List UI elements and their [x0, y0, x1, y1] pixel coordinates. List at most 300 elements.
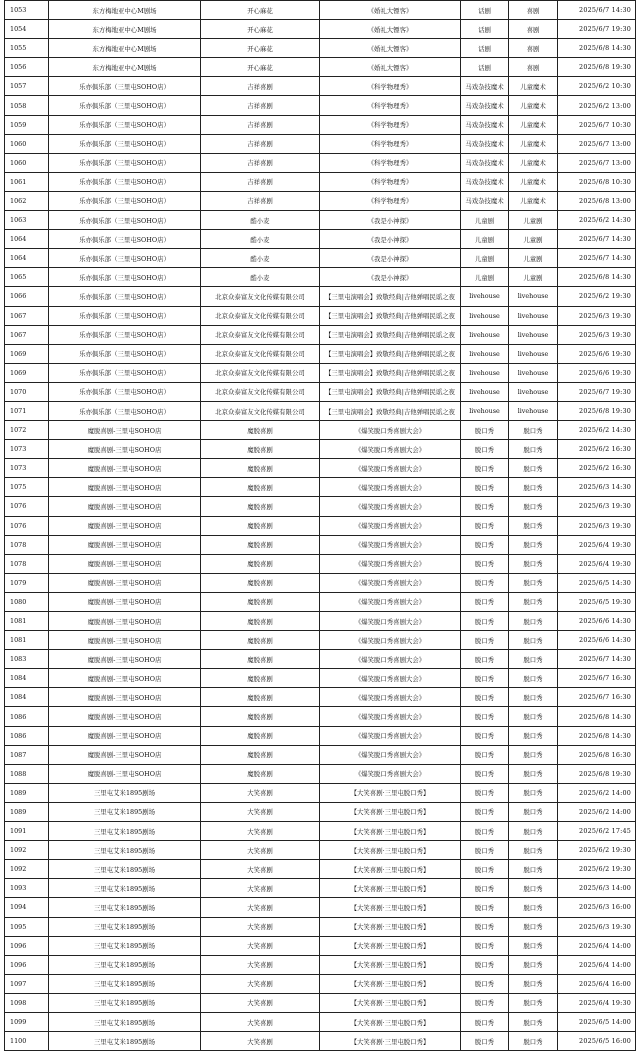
venue-cell: 魔脱喜剧-三里屯SOHO店 [49, 631, 201, 650]
row-number-cell: 1064 [5, 249, 49, 268]
venue-cell: 三里屯艾米1895剧场 [49, 1032, 201, 1051]
category-cell: 马戏杂技魔术 [461, 96, 509, 115]
category-cell: 马戏杂技魔术 [461, 153, 509, 172]
table-row [5, 344, 636, 363]
table-row [5, 669, 636, 688]
category-cell: livehouse [461, 363, 509, 382]
organizer-cell: 大笑喜剧 [201, 822, 320, 841]
showtime-cell: 2025/6/7 14:30 [558, 249, 636, 268]
row-number-cell: 1069 [5, 344, 49, 363]
organizer-cell: 大笑喜剧 [201, 1012, 320, 1031]
performance-schedule-table [4, 0, 636, 1051]
genre-cell: 儿童魔术 [509, 172, 558, 191]
category-cell: 儿童剧 [461, 211, 509, 230]
table-row [5, 841, 636, 860]
category-cell: 话剧 [461, 39, 509, 58]
showtime-cell: 2025/6/2 14:00 [558, 802, 636, 821]
table-row [5, 230, 636, 249]
venue-cell: 乐亦俱乐部（三里屯SOHO店） [49, 115, 201, 134]
category-cell: 脱口秀 [461, 535, 509, 554]
category-cell: 脱口秀 [461, 879, 509, 898]
genre-cell: 脱口秀 [509, 898, 558, 917]
show-title-cell: 【大笑喜剧·三里屯脱口秀】 [320, 917, 461, 936]
showtime-cell: 2025/6/3 14:00 [558, 879, 636, 898]
show-title-cell: 《爆笑脱口秀喜剧大会》 [320, 688, 461, 707]
genre-cell: livehouse [509, 344, 558, 363]
show-title-cell: 《爆笑脱口秀喜剧大会》 [320, 650, 461, 669]
genre-cell: 脱口秀 [509, 917, 558, 936]
table-row [5, 249, 636, 268]
category-cell: 儿童剧 [461, 230, 509, 249]
category-cell: 脱口秀 [461, 573, 509, 592]
show-title-cell: 《我是小神探》 [320, 268, 461, 287]
genre-cell: 脱口秀 [509, 631, 558, 650]
show-title-cell: 【三里屯演唱会】致敬经典|吉他弹唱民谣之夜 [320, 382, 461, 401]
genre-cell: 脱口秀 [509, 1012, 558, 1031]
show-title-cell: 《爆笑脱口秀喜剧大会》 [320, 535, 461, 554]
genre-cell: livehouse [509, 382, 558, 401]
row-number-cell: 1093 [5, 879, 49, 898]
showtime-cell: 2025/6/8 14:30 [558, 268, 636, 287]
venue-cell: 魔脱喜剧-三里屯SOHO店 [49, 726, 201, 745]
showtime-cell: 2025/6/4 14:00 [558, 936, 636, 955]
table-row [5, 726, 636, 745]
category-cell: 脱口秀 [461, 802, 509, 821]
row-number-cell: 1081 [5, 612, 49, 631]
showtime-cell: 2025/6/4 19:30 [558, 554, 636, 573]
showtime-cell: 2025/6/2 19:30 [558, 287, 636, 306]
show-title-cell: 【大笑喜剧·三里屯脱口秀】 [320, 1012, 461, 1031]
category-cell: 脱口秀 [461, 650, 509, 669]
row-number-cell: 1073 [5, 459, 49, 478]
genre-cell: 脱口秀 [509, 478, 558, 497]
organizer-cell: 魔脱喜剧 [201, 421, 320, 440]
venue-cell: 乐亦俱乐部（三里屯SOHO店） [49, 344, 201, 363]
organizer-cell: 吉祥喜剧 [201, 115, 320, 134]
row-number-cell: 1092 [5, 860, 49, 879]
venue-cell: 三里屯艾米1895剧场 [49, 1012, 201, 1031]
organizer-cell: 大笑喜剧 [201, 860, 320, 879]
genre-cell: 儿童剧 [509, 268, 558, 287]
row-number-cell: 1080 [5, 592, 49, 611]
organizer-cell: 大笑喜剧 [201, 898, 320, 917]
showtime-cell: 2025/6/3 19:30 [558, 306, 636, 325]
genre-cell: 脱口秀 [509, 955, 558, 974]
organizer-cell: 大笑喜剧 [201, 993, 320, 1012]
organizer-cell: 魔脱喜剧 [201, 535, 320, 554]
showtime-cell: 2025/6/7 16:30 [558, 669, 636, 688]
venue-cell: 乐亦俱乐部（三里屯SOHO店） [49, 306, 201, 325]
table-row [5, 497, 636, 516]
genre-cell: 儿童魔术 [509, 191, 558, 210]
venue-cell: 乐亦俱乐部（三里屯SOHO店） [49, 153, 201, 172]
venue-cell: 三里屯艾米1895剧场 [49, 993, 201, 1012]
organizer-cell: 北京众泰富友文化传媒有限公司 [201, 287, 320, 306]
show-title-cell: 《婚礼大镖客》 [320, 1, 461, 20]
row-number-cell: 1076 [5, 497, 49, 516]
row-number-cell: 1067 [5, 325, 49, 344]
genre-cell: 喜剧 [509, 20, 558, 39]
row-number-cell: 1069 [5, 363, 49, 382]
category-cell: 脱口秀 [461, 955, 509, 974]
showtime-cell: 2025/6/5 14:30 [558, 573, 636, 592]
venue-cell: 魔脱喜剧-三里屯SOHO店 [49, 554, 201, 573]
table-row [5, 707, 636, 726]
show-title-cell: 《我是小神探》 [320, 249, 461, 268]
organizer-cell: 北京众泰富友文化传媒有限公司 [201, 382, 320, 401]
category-cell: 脱口秀 [461, 764, 509, 783]
table-row [5, 783, 636, 802]
show-title-cell: 【三里屯演唱会】致敬经典|吉他弹唱民谣之夜 [320, 363, 461, 382]
venue-cell: 魔脱喜剧-三里屯SOHO店 [49, 459, 201, 478]
table-row [5, 287, 636, 306]
category-cell: 脱口秀 [461, 898, 509, 917]
table-row [5, 421, 636, 440]
organizer-cell: 大笑喜剧 [201, 1032, 320, 1051]
organizer-cell: 魔脱喜剧 [201, 726, 320, 745]
venue-cell: 乐亦俱乐部（三里屯SOHO店） [49, 211, 201, 230]
organizer-cell: 吉祥喜剧 [201, 77, 320, 96]
venue-cell: 乐亦俱乐部（三里屯SOHO店） [49, 382, 201, 401]
organizer-cell: 酷小麦 [201, 211, 320, 230]
venue-cell: 乐亦俱乐部（三里屯SOHO店） [49, 401, 201, 420]
venue-cell: 魔脱喜剧-三里屯SOHO店 [49, 650, 201, 669]
row-number-cell: 1087 [5, 745, 49, 764]
venue-cell: 魔脱喜剧-三里屯SOHO店 [49, 669, 201, 688]
venue-cell: 乐亦俱乐部（三里屯SOHO店） [49, 191, 201, 210]
row-number-cell: 1086 [5, 707, 49, 726]
show-title-cell: 【三里屯演唱会】致敬经典|吉他弹唱民谣之夜 [320, 401, 461, 420]
table-row [5, 764, 636, 783]
genre-cell: 儿童魔术 [509, 115, 558, 134]
show-title-cell: 《爆笑脱口秀喜剧大会》 [320, 440, 461, 459]
category-cell: 脱口秀 [461, 497, 509, 516]
table-row [5, 306, 636, 325]
organizer-cell: 北京众泰富友文化传媒有限公司 [201, 401, 320, 420]
row-number-cell: 1053 [5, 1, 49, 20]
genre-cell: 脱口秀 [509, 745, 558, 764]
showtime-cell: 2025/6/6 14:30 [558, 631, 636, 650]
category-cell: 脱口秀 [461, 783, 509, 802]
category-cell: 马戏杂技魔术 [461, 134, 509, 153]
genre-cell: 脱口秀 [509, 612, 558, 631]
row-number-cell: 1089 [5, 783, 49, 802]
table-row [5, 936, 636, 955]
genre-cell: 脱口秀 [509, 783, 558, 802]
venue-cell: 魔脱喜剧-三里屯SOHO店 [49, 497, 201, 516]
table-row [5, 993, 636, 1012]
category-cell: livehouse [461, 306, 509, 325]
venue-cell: 三里屯艾米1895剧场 [49, 879, 201, 898]
row-number-cell: 1098 [5, 993, 49, 1012]
showtime-cell: 2025/6/2 17:45 [558, 822, 636, 841]
organizer-cell: 北京众泰富友文化传媒有限公司 [201, 306, 320, 325]
organizer-cell: 魔脱喜剧 [201, 459, 320, 478]
organizer-cell: 大笑喜剧 [201, 783, 320, 802]
show-title-cell: 【大笑喜剧·三里屯脱口秀】 [320, 822, 461, 841]
venue-cell: 三里屯艾米1895剧场 [49, 917, 201, 936]
show-title-cell: 《爆笑脱口秀喜剧大会》 [320, 592, 461, 611]
showtime-cell: 2025/6/4 19:30 [558, 535, 636, 554]
showtime-cell: 2025/6/8 14:30 [558, 707, 636, 726]
organizer-cell: 魔脱喜剧 [201, 440, 320, 459]
category-cell: 脱口秀 [461, 841, 509, 860]
venue-cell: 魔脱喜剧-三里屯SOHO店 [49, 516, 201, 535]
show-title-cell: 【大笑喜剧·三里屯脱口秀】 [320, 802, 461, 821]
category-cell: 脱口秀 [461, 1012, 509, 1031]
organizer-cell: 开心麻花 [201, 1, 320, 20]
organizer-cell: 大笑喜剧 [201, 974, 320, 993]
showtime-cell: 2025/6/5 19:30 [558, 592, 636, 611]
category-cell: 马戏杂技魔术 [461, 77, 509, 96]
table-row [5, 211, 636, 230]
showtime-cell: 2025/6/7 14:30 [558, 650, 636, 669]
show-title-cell: 【大笑喜剧·三里屯脱口秀】 [320, 879, 461, 898]
row-number-cell: 1055 [5, 39, 49, 58]
row-number-cell: 1084 [5, 688, 49, 707]
show-title-cell: 《爆笑脱口秀喜剧大会》 [320, 669, 461, 688]
category-cell: livehouse [461, 382, 509, 401]
show-title-cell: 【大笑喜剧·三里屯脱口秀】 [320, 841, 461, 860]
showtime-cell: 2025/6/7 13:00 [558, 134, 636, 153]
row-number-cell: 1094 [5, 898, 49, 917]
row-number-cell: 1064 [5, 230, 49, 249]
organizer-cell: 魔脱喜剧 [201, 631, 320, 650]
venue-cell: 东方梅地亚中心M剧场 [49, 39, 201, 58]
table-row [5, 573, 636, 592]
venue-cell: 魔脱喜剧-三里屯SOHO店 [49, 478, 201, 497]
table-row [5, 955, 636, 974]
showtime-cell: 2025/6/3 14:30 [558, 478, 636, 497]
genre-cell: 儿童剧 [509, 249, 558, 268]
category-cell: 脱口秀 [461, 993, 509, 1012]
genre-cell: 儿童剧 [509, 211, 558, 230]
organizer-cell: 酷小麦 [201, 230, 320, 249]
showtime-cell: 2025/6/6 19:30 [558, 344, 636, 363]
venue-cell: 魔脱喜剧-三里屯SOHO店 [49, 592, 201, 611]
venue-cell: 魔脱喜剧-三里屯SOHO店 [49, 688, 201, 707]
genre-cell: 儿童魔术 [509, 77, 558, 96]
venue-cell: 三里屯艾米1895剧场 [49, 841, 201, 860]
row-number-cell: 1089 [5, 802, 49, 821]
showtime-cell: 2025/6/6 14:30 [558, 612, 636, 631]
category-cell: 脱口秀 [461, 936, 509, 955]
organizer-cell: 魔脱喜剧 [201, 592, 320, 611]
organizer-cell: 魔脱喜剧 [201, 573, 320, 592]
table-row [5, 802, 636, 821]
genre-cell: 喜剧 [509, 58, 558, 77]
row-number-cell: 1067 [5, 306, 49, 325]
organizer-cell: 魔脱喜剧 [201, 650, 320, 669]
genre-cell: 脱口秀 [509, 554, 558, 573]
row-number-cell: 1096 [5, 936, 49, 955]
venue-cell: 三里屯艾米1895剧场 [49, 974, 201, 993]
venue-cell: 乐亦俱乐部（三里屯SOHO店） [49, 287, 201, 306]
genre-cell: livehouse [509, 287, 558, 306]
row-number-cell: 1078 [5, 554, 49, 573]
show-title-cell: 【三里屯演唱会】致敬经典|吉他弹唱民谣之夜 [320, 287, 461, 306]
organizer-cell: 魔脱喜剧 [201, 764, 320, 783]
table-row [5, 631, 636, 650]
category-cell: livehouse [461, 344, 509, 363]
showtime-cell: 2025/6/2 14:00 [558, 783, 636, 802]
showtime-cell: 2025/6/2 14:30 [558, 211, 636, 230]
row-number-cell: 1060 [5, 134, 49, 153]
genre-cell: 脱口秀 [509, 440, 558, 459]
showtime-cell: 2025/6/4 19:30 [558, 993, 636, 1012]
venue-cell: 魔脱喜剧-三里屯SOHO店 [49, 421, 201, 440]
showtime-cell: 2025/6/2 13:00 [558, 96, 636, 115]
row-number-cell: 1081 [5, 631, 49, 650]
showtime-cell: 2025/6/2 16:30 [558, 440, 636, 459]
show-title-cell: 《爆笑脱口秀喜剧大会》 [320, 612, 461, 631]
showtime-cell: 2025/6/2 19:30 [558, 841, 636, 860]
show-title-cell: 【大笑喜剧·三里屯脱口秀】 [320, 1032, 461, 1051]
venue-cell: 乐亦俱乐部（三里屯SOHO店） [49, 134, 201, 153]
row-number-cell: 1099 [5, 1012, 49, 1031]
organizer-cell: 魔脱喜剧 [201, 497, 320, 516]
organizer-cell: 魔脱喜剧 [201, 745, 320, 764]
show-title-cell: 《爆笑脱口秀喜剧大会》 [320, 478, 461, 497]
show-title-cell: 《爆笑脱口秀喜剧大会》 [320, 707, 461, 726]
organizer-cell: 北京众泰富友文化传媒有限公司 [201, 344, 320, 363]
table-row [5, 459, 636, 478]
row-number-cell: 1088 [5, 764, 49, 783]
organizer-cell: 魔脱喜剧 [201, 478, 320, 497]
showtime-cell: 2025/6/8 13:00 [558, 191, 636, 210]
category-cell: 脱口秀 [461, 459, 509, 478]
venue-cell: 魔脱喜剧-三里屯SOHO店 [49, 764, 201, 783]
row-number-cell: 1066 [5, 287, 49, 306]
show-title-cell: 《爆笑脱口秀喜剧大会》 [320, 631, 461, 650]
venue-cell: 乐亦俱乐部（三里屯SOHO店） [49, 268, 201, 287]
table-row [5, 96, 636, 115]
row-number-cell: 1070 [5, 382, 49, 401]
category-cell: livehouse [461, 401, 509, 420]
category-cell: 脱口秀 [461, 669, 509, 688]
genre-cell: 脱口秀 [509, 764, 558, 783]
showtime-cell: 2025/6/7 14:30 [558, 230, 636, 249]
table-row [5, 172, 636, 191]
row-number-cell: 1100 [5, 1032, 49, 1051]
category-cell: 脱口秀 [461, 592, 509, 611]
show-title-cell: 《爆笑脱口秀喜剧大会》 [320, 726, 461, 745]
showtime-cell: 2025/6/5 16:00 [558, 1032, 636, 1051]
genre-cell: 脱口秀 [509, 1032, 558, 1051]
row-number-cell: 1058 [5, 96, 49, 115]
row-number-cell: 1065 [5, 268, 49, 287]
venue-cell: 乐亦俱乐部（三里屯SOHO店） [49, 96, 201, 115]
organizer-cell: 酷小麦 [201, 249, 320, 268]
genre-cell: 脱口秀 [509, 936, 558, 955]
row-number-cell: 1097 [5, 974, 49, 993]
category-cell: 脱口秀 [461, 440, 509, 459]
row-number-cell: 1061 [5, 172, 49, 191]
category-cell: 话剧 [461, 20, 509, 39]
organizer-cell: 吉祥喜剧 [201, 134, 320, 153]
showtime-cell: 2025/6/7 16:30 [558, 688, 636, 707]
venue-cell: 魔脱喜剧-三里屯SOHO店 [49, 573, 201, 592]
category-cell: 话剧 [461, 1, 509, 20]
table-row [5, 879, 636, 898]
table-row [5, 268, 636, 287]
category-cell: livehouse [461, 287, 509, 306]
organizer-cell: 吉祥喜剧 [201, 172, 320, 191]
row-number-cell: 1086 [5, 726, 49, 745]
row-number-cell: 1059 [5, 115, 49, 134]
venue-cell: 三里屯艾米1895剧场 [49, 898, 201, 917]
table-row [5, 478, 636, 497]
row-number-cell: 1062 [5, 191, 49, 210]
genre-cell: livehouse [509, 363, 558, 382]
table-row [5, 650, 636, 669]
table-row [5, 115, 636, 134]
show-title-cell: 【大笑喜剧·三里屯脱口秀】 [320, 955, 461, 974]
category-cell: 马戏杂技魔术 [461, 191, 509, 210]
row-number-cell: 1071 [5, 401, 49, 420]
category-cell: 儿童剧 [461, 249, 509, 268]
venue-cell: 魔脱喜剧-三里屯SOHO店 [49, 745, 201, 764]
table-row [5, 153, 636, 172]
show-title-cell: 《科学物理秀》 [320, 153, 461, 172]
venue-cell: 东方梅地亚中心M剧场 [49, 58, 201, 77]
show-title-cell: 【大笑喜剧·三里屯脱口秀】 [320, 898, 461, 917]
genre-cell: livehouse [509, 325, 558, 344]
category-cell: 脱口秀 [461, 745, 509, 764]
organizer-cell: 吉祥喜剧 [201, 191, 320, 210]
category-cell: 马戏杂技魔术 [461, 172, 509, 191]
table-row [5, 20, 636, 39]
table-row [5, 1012, 636, 1031]
showtime-cell: 2025/6/3 19:30 [558, 917, 636, 936]
category-cell: livehouse [461, 325, 509, 344]
show-title-cell: 《爆笑脱口秀喜剧大会》 [320, 764, 461, 783]
organizer-cell: 魔脱喜剧 [201, 688, 320, 707]
category-cell: 脱口秀 [461, 1032, 509, 1051]
showtime-cell: 2025/6/7 10:30 [558, 115, 636, 134]
showtime-cell: 2025/6/8 19:30 [558, 401, 636, 420]
show-title-cell: 《爆笑脱口秀喜剧大会》 [320, 459, 461, 478]
row-number-cell: 1060 [5, 153, 49, 172]
venue-cell: 三里屯艾米1895剧场 [49, 936, 201, 955]
showtime-cell: 2025/6/3 19:30 [558, 325, 636, 344]
row-number-cell: 1072 [5, 421, 49, 440]
row-number-cell: 1083 [5, 650, 49, 669]
table-row [5, 39, 636, 58]
organizer-cell: 北京众泰富友文化传媒有限公司 [201, 363, 320, 382]
category-cell: 脱口秀 [461, 612, 509, 631]
table-row [5, 535, 636, 554]
venue-cell: 魔脱喜剧-三里屯SOHO店 [49, 440, 201, 459]
venue-cell: 魔脱喜剧-三里屯SOHO店 [49, 612, 201, 631]
showtime-cell: 2025/6/2 19:30 [558, 860, 636, 879]
category-cell: 脱口秀 [461, 974, 509, 993]
table-row [5, 745, 636, 764]
organizer-cell: 吉祥喜剧 [201, 96, 320, 115]
genre-cell: 脱口秀 [509, 822, 558, 841]
show-title-cell: 《婚礼大镖客》 [320, 20, 461, 39]
organizer-cell: 魔脱喜剧 [201, 707, 320, 726]
genre-cell: 儿童魔术 [509, 96, 558, 115]
show-title-cell: 《我是小神探》 [320, 211, 461, 230]
row-number-cell: 1079 [5, 573, 49, 592]
organizer-cell: 魔脱喜剧 [201, 612, 320, 631]
table-row [5, 917, 636, 936]
venue-cell: 乐亦俱乐部（三里屯SOHO店） [49, 325, 201, 344]
venue-cell: 乐亦俱乐部（三里屯SOHO店） [49, 172, 201, 191]
category-cell: 脱口秀 [461, 554, 509, 573]
category-cell: 脱口秀 [461, 631, 509, 650]
